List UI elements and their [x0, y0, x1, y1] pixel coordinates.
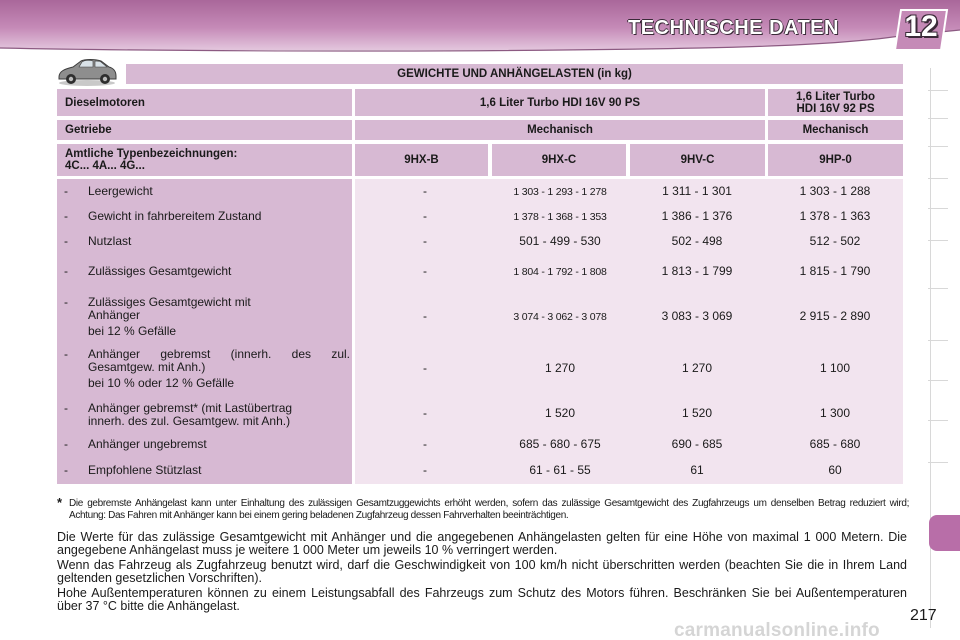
body-paragraph: Hohe Außentemperaturen können zu einem Leistungsabfall des Fahrzeugs zum Schutz des Motors führen. Beschränken Sie bei Außentemperaturen über 37 °C bitte die Anhängelast.	[57, 586, 907, 613]
table-cell: 685 - 680	[809, 437, 861, 451]
type-code-header: 9HX-B	[355, 144, 488, 176]
row-label-text-line1: Anhänger gebremst (innerh. des zul.	[88, 347, 350, 361]
row-label-text-line2: Gesamtgew. mit Anh.)	[88, 360, 206, 374]
type-code-header: 9HP-0	[768, 144, 903, 176]
row-label-text: Leergewicht	[88, 184, 153, 198]
table-cell: 3 083 - 3 069	[661, 309, 733, 323]
row-label-subtext: bei 12 % Gefälle	[88, 324, 177, 338]
rail-tick	[928, 288, 948, 289]
table-cell: 1 520	[544, 406, 576, 420]
table-cell: -	[423, 209, 427, 223]
rail-tick	[928, 340, 948, 341]
page-number: 217	[910, 607, 937, 624]
body-paragraph: Die Werte für das zulässige Gesamtgewicht mit Anhänger und die angegebenen Anhängelasten gelten für eine Höhe von maximal 1 000 Metern. Die angegebene Anhängelast muss je weitere 1 000 Meter um jeweils 10 % verringert werden.	[57, 530, 907, 557]
type-code-header: 9HX-C	[492, 144, 626, 176]
table-cell: 685 - 680 - 675	[519, 437, 601, 451]
row-label-text-line2: Anhänger	[88, 308, 141, 322]
table-cell: -	[423, 406, 427, 420]
table-cell: 1 311 - 1 301	[662, 184, 732, 198]
table-cell: -	[423, 309, 427, 323]
row-label-text-line1: Zulässiges Gesamtgewicht mit	[88, 295, 251, 309]
chapter-side-tab[interactable]	[929, 515, 960, 551]
rail-tick	[928, 178, 948, 179]
row-label-text: Nutzlast	[88, 234, 132, 248]
row-dash: -	[64, 209, 68, 223]
table-cell: 1 378 - 1 363	[799, 209, 871, 223]
type-code-header: 9HV-C	[630, 144, 765, 176]
row-dash: -	[64, 295, 68, 309]
row-dash: -	[64, 437, 68, 451]
rail-tick	[928, 90, 948, 91]
row-dash: -	[64, 184, 68, 198]
table-cell: 1 815 - 1 790	[799, 264, 871, 278]
table-cell: -	[423, 184, 427, 198]
rail-tick	[928, 380, 948, 381]
table-cell: 1 270	[544, 361, 576, 375]
row-label-text: Zulässiges Gesamtgewicht	[88, 264, 232, 278]
table-section-title: GEWICHTE UND ANHÄNGELASTEN (in kg)	[126, 64, 903, 84]
table-cell: 1 520	[681, 406, 713, 420]
chapter-number: 12	[904, 10, 938, 43]
rail-tick	[928, 208, 948, 209]
table-cell: 1 270	[681, 361, 713, 375]
types-row-label	[57, 144, 352, 176]
types-row-label-line1: Amtliche Typenbezeichnungen:	[65, 148, 238, 160]
table-cell: 1 100	[819, 361, 851, 375]
table-row-label	[64, 348, 348, 388]
table-cell: 1 378 - 1 368 - 1 353	[513, 211, 607, 223]
types-row-label-line2: 4C... 4A... 4G...	[65, 160, 145, 172]
table-cell: -	[423, 437, 427, 451]
table-cell: 690 - 685	[671, 437, 723, 451]
row-label-text-line2: innerh. des zul. Gesamtgew. mit Anh.)	[88, 414, 291, 428]
rail-tick	[928, 146, 948, 147]
footnote-marker: *	[57, 495, 62, 510]
car-icon	[55, 57, 119, 87]
table-cell: 501 - 499 - 530	[519, 234, 601, 248]
engine-b-header	[768, 89, 903, 116]
table-cell: 1 804 - 1 792 - 1 808	[513, 266, 607, 278]
row-label-text: Anhänger ungebremst	[88, 437, 207, 451]
table-cell: 512 - 502	[809, 234, 861, 248]
table-cell: 3 074 - 3 062 - 3 078	[513, 311, 607, 323]
rail-tick	[928, 420, 948, 421]
table-row-label	[64, 402, 348, 430]
engine-row-label: Dieselmotoren	[57, 89, 352, 116]
table-cell: 60	[828, 463, 842, 477]
row-label-subtext: bei 10 % oder 12 % Gefälle	[88, 376, 235, 390]
table-cell: 1 300	[819, 406, 851, 420]
row-dash: -	[64, 401, 68, 415]
engine-b-header-line2: HDI 16V 92 PS	[796, 102, 875, 115]
gearbox-row-label: Getriebe	[57, 120, 352, 140]
engine-b-header-line1: 1,6 Liter Turbo	[795, 90, 876, 103]
row-dash: -	[64, 264, 68, 278]
table-row-label	[64, 296, 348, 336]
table-cell: 1 813 - 1 799	[661, 264, 733, 278]
table-cell: -	[423, 234, 427, 248]
table-cell: 2 915 - 2 890	[799, 309, 871, 323]
rail-tick	[928, 118, 948, 119]
table-cell: -	[423, 463, 427, 477]
table-cell: 502 - 498	[671, 234, 723, 248]
watermark: carmanualsonline.info	[674, 620, 880, 640]
page-title: TECHNISCHE DATEN	[628, 17, 839, 39]
body-paragraph: Wenn das Fahrzeug als Zugfahrzeug benutzt wird, darf die Geschwindigkeit von 100 km/h nicht überschritten werden (beachten Sie die in Ihrem Land geltenden gesetzlichen Vorschriften).	[57, 558, 907, 585]
row-label-text: Empfohlene Stützlast	[88, 463, 202, 477]
row-dash: -	[64, 463, 68, 477]
rail-tick	[928, 462, 948, 463]
rail-tick	[928, 240, 948, 241]
gearbox-b-header: Mechanisch	[768, 120, 903, 140]
table-cell: -	[423, 361, 427, 375]
table-cell: 1 386 - 1 376	[661, 209, 733, 223]
row-dash: -	[64, 234, 68, 248]
table-cell: -	[423, 264, 427, 278]
table-cell: 61 - 61 - 55	[529, 463, 591, 477]
gearbox-a-header: Mechanisch	[355, 120, 765, 140]
row-label-text: Gewicht in fahrbereitem Zustand	[88, 209, 262, 223]
table-cell: 1 303 - 1 288	[799, 184, 871, 198]
footnote-text: Die gebremste Anhängelast kann unter Einhaltung des zulässigen Gesamtzuggewichts erhöht werden, sofern das zulässige Gesamtgewicht des Zugfahrzeugs um denselben Betrag reduziert wird; Achtung: Das Fahren mit Anhänger kann bei einem gering beladenen Zugfahrzeug dessen Fahrverhalten beeinträchtigen.	[69, 498, 909, 521]
table-cell: 61	[690, 463, 704, 477]
table-cell: 1 303 - 1 293 - 1 278	[513, 186, 607, 198]
row-label-text-line1: Anhänger gebremst* (mit Lastübertrag	[88, 401, 293, 415]
row-dash: -	[64, 347, 68, 361]
engine-a-header: 1,6 Liter Turbo HDI 16V 90 PS	[355, 89, 765, 116]
